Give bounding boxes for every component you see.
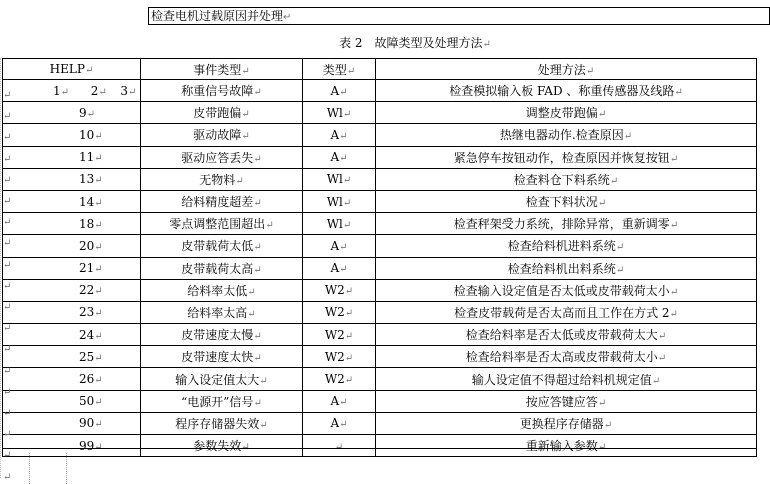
help-code-cell: 20↵ xyxy=(3,235,141,257)
table-row xyxy=(3,368,757,390)
table-row xyxy=(3,146,757,168)
type-cell: Wl↵ xyxy=(303,102,376,124)
table-row xyxy=(3,124,757,146)
method-cell: 检查模拟输入板 FAD 、称重传感器及线路↵ xyxy=(376,80,757,102)
help-code-cell: 99↵ xyxy=(3,435,141,457)
help-code-cell: 9↵ xyxy=(3,102,141,124)
margin-paragraph-mark: ↵ xyxy=(3,386,12,398)
table-row xyxy=(3,235,757,257)
margin-guide xyxy=(0,58,1,478)
method-cell: 检查给料率是否太高或皮带载荷太小↵ xyxy=(376,346,757,368)
margin-paragraph-mark: ↵ xyxy=(3,429,12,441)
table-row xyxy=(3,190,757,212)
method-cell: 更换程序存储器↵ xyxy=(376,412,757,434)
event-cell: 皮带速度太慢↵ xyxy=(141,324,303,346)
method-cell: 输人设定值不得超过给料机规定值↵ xyxy=(376,368,757,390)
type-cell: ↵ xyxy=(303,435,376,457)
table-row xyxy=(3,168,757,190)
margin-paragraph-mark: ↵ xyxy=(3,450,12,462)
table-bottom-rule xyxy=(2,448,756,449)
method-cell: 检查皮带载荷是否太高而且工作在方式 2↵ xyxy=(376,301,757,323)
type-cell: Wl↵ xyxy=(303,213,376,235)
type-cell: A↵ xyxy=(303,124,376,146)
help-code-cell: 13↵ xyxy=(3,168,141,190)
event-cell: 皮带速度太快↵ xyxy=(141,346,303,368)
table-header-row xyxy=(3,59,757,80)
type-cell: Wl↵ xyxy=(303,168,376,190)
method-cell: 调整皮带跑偏↵ xyxy=(376,102,757,124)
event-cell: 参数失效↵ xyxy=(141,435,303,457)
header-type: 类型↵ xyxy=(303,59,376,80)
paragraph-mark: ↵ xyxy=(482,39,491,50)
help-code-1: 1 xyxy=(53,83,61,98)
event-cell: 驱动故障↵ xyxy=(141,124,303,146)
method-cell: 检查给料率是否太低或皮带载荷太大↵ xyxy=(376,324,757,346)
type-cell: A↵ xyxy=(303,257,376,279)
event-cell: 给料精度超差↵ xyxy=(141,190,303,212)
margin-paragraph-mark: ↵ xyxy=(3,280,12,292)
event-cell: 无物料↵ xyxy=(141,168,303,190)
header-event: 事件类型↵ xyxy=(141,59,303,80)
help-code-cell: 10↵ xyxy=(3,124,141,146)
margin-paragraph-mark: ↵ xyxy=(3,174,12,186)
table-row xyxy=(3,279,757,301)
method-cell: 检查给料机进料系统↵ xyxy=(376,235,757,257)
method-cell: 检查秤架受力系统，排除异常，重新调零↵ xyxy=(376,213,757,235)
event-cell: 称重信号故障↵ xyxy=(141,80,303,102)
help-code-2: 2 xyxy=(90,83,99,98)
help-code-cell: 26↵ xyxy=(3,368,141,390)
table-caption xyxy=(0,34,770,51)
caption-text: 表 2 故障类型及处理方法 xyxy=(339,36,483,50)
margin-guide xyxy=(66,453,67,484)
paragraph-mark: ↵ xyxy=(283,12,292,23)
event-cell: “电源开”信号↵ xyxy=(141,390,303,412)
table-row xyxy=(3,213,757,235)
header-help: HELP↵ xyxy=(3,59,141,80)
event-cell: 皮带载荷太高↵ xyxy=(141,257,303,279)
type-cell: W2↵ xyxy=(303,279,376,301)
margin-guide xyxy=(29,453,30,484)
type-cell: W2↵ xyxy=(303,346,376,368)
table-row xyxy=(3,324,757,346)
help-code-3: 3 xyxy=(120,83,129,98)
margin-paragraph-mark: ↵ xyxy=(3,132,12,144)
method-cell: 重新输入参数↵ xyxy=(376,435,757,457)
type-cell: W2↵ xyxy=(303,324,376,346)
help-code-cell: 24↵ xyxy=(3,324,141,346)
margin-paragraph-mark: ↵ xyxy=(3,111,12,123)
help-code-cell: 18↵ xyxy=(3,213,141,235)
fault-table xyxy=(2,58,757,457)
help-code-cell: 90↵ xyxy=(3,412,141,434)
method-cell: 热继电器动作.检查原因↵ xyxy=(376,124,757,146)
type-cell: A↵ xyxy=(303,235,376,257)
margin-paragraph-mark: ↵ xyxy=(3,323,12,335)
table-row xyxy=(3,102,757,124)
type-cell: W2↵ xyxy=(303,368,376,390)
event-cell: 皮带载荷太低↵ xyxy=(141,235,303,257)
table-row xyxy=(3,257,757,279)
method-cell: 检查输入设定值是否太低或皮带载荷太小↵ xyxy=(376,279,757,301)
help-code-cell: 50↵ xyxy=(3,390,141,412)
help-code-cell: 1↵ 2↵ 3↵ xyxy=(3,80,141,102)
table-row xyxy=(3,390,757,412)
margin-paragraph-mark: ↵ xyxy=(3,302,12,313)
header-method: 处理方法↵ xyxy=(376,59,757,80)
help-code-cell: 21↵ xyxy=(3,257,141,279)
event-cell: 输入设定值太大↵ xyxy=(141,368,303,390)
type-cell: A↵ xyxy=(303,390,376,412)
margin-paragraph-mark: ↵ xyxy=(3,238,12,250)
help-code-cell: 25↵ xyxy=(3,346,141,368)
help-code-cell: 22↵ xyxy=(3,279,141,301)
margin-paragraph-mark: ↵ xyxy=(3,408,12,419)
table-row xyxy=(3,412,757,434)
event-cell: 给料率太低↵ xyxy=(141,279,303,301)
margin-paragraph-mark: ↵ xyxy=(3,365,12,377)
table-row xyxy=(3,80,757,102)
event-cell: 驱动应答丢失↵ xyxy=(141,146,303,168)
method-cell: 检查下料状况↵ xyxy=(376,190,757,212)
margin-paragraph-mark: ↵ xyxy=(3,90,12,101)
help-code-cell: 11↵ xyxy=(3,146,141,168)
event-cell: 程序存储器失效↵ xyxy=(141,412,303,434)
method-cell: 紧急停车按钮动作，检查原因并恢复按钮↵ xyxy=(376,146,757,168)
event-cell: 皮带跑偏↵ xyxy=(141,102,303,124)
type-cell: A↵ xyxy=(303,146,376,168)
margin-paragraph-mark: ↵ xyxy=(3,259,12,271)
help-code-cell: 23↵ xyxy=(3,301,141,323)
table-row xyxy=(3,435,757,457)
heading-text: 检查电机过载原因并处理 xyxy=(151,9,284,23)
method-cell: 按应答键应答↵ xyxy=(376,390,757,412)
margin-paragraph-mark: ↵ xyxy=(3,471,12,483)
margin-paragraph-mark: ↵ xyxy=(3,196,12,207)
table-row xyxy=(3,301,757,323)
type-cell: Wl↵ xyxy=(303,190,376,212)
type-cell: A↵ xyxy=(303,80,376,102)
table-row xyxy=(3,346,757,368)
method-cell: 检查料仓下料系统↵ xyxy=(376,168,757,190)
type-cell: W2↵ xyxy=(303,301,376,323)
margin-paragraph-mark: ↵ xyxy=(3,217,12,229)
event-cell: 零点调整范围超出↵ xyxy=(141,213,303,235)
help-code-cell: 14↵ xyxy=(3,190,141,212)
method-cell: 检查给料机出料系统↵ xyxy=(376,257,757,279)
margin-paragraph-mark: ↵ xyxy=(3,153,12,165)
section-heading xyxy=(148,7,770,25)
event-cell: 给料率太高↵ xyxy=(141,301,303,323)
margin-paragraph-mark: ↵ xyxy=(3,344,12,356)
type-cell: A↵ xyxy=(303,412,376,434)
